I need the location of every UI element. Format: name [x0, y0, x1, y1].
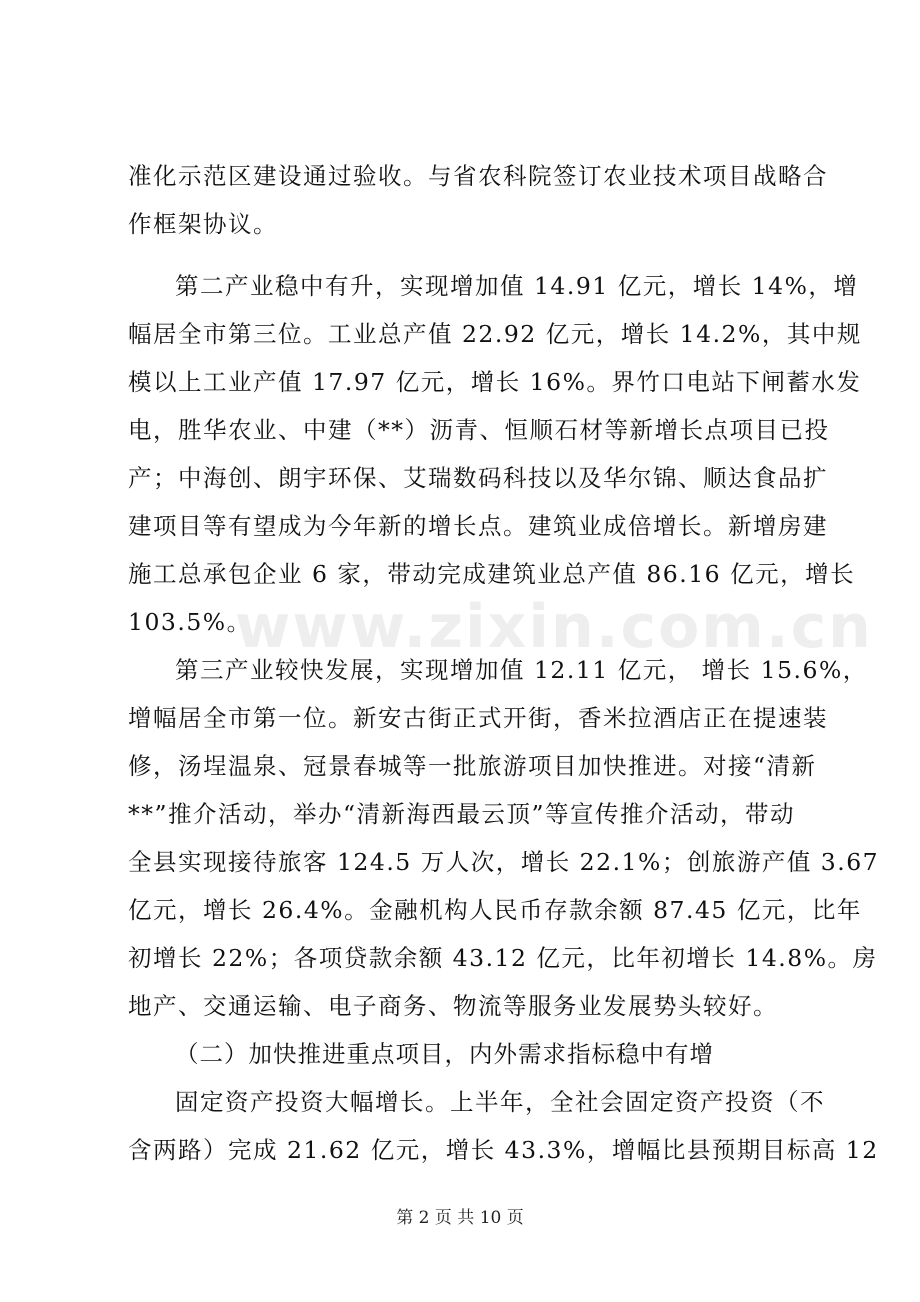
text-line: **”推介活动，举办“清新海西最云顶”等宣传推介活动，带动 — [128, 800, 796, 828]
text-line: 作框架协议。 — [128, 210, 278, 238]
text-line: 幅居全市第三位。工业总产值 22.92 亿元，增长 14.2%，其中规 — [128, 320, 862, 348]
text-line: 准化示范区建设通过验收。与省农科院签订农业技术项目战略合 — [128, 162, 828, 190]
paragraph-start-line: 固定资产投资大幅增长。上半年，全社会固定资产投资（不 — [175, 1088, 825, 1116]
text-line: 模以上工业产值 17.97 亿元，增长 16%。界竹口电站下闸蓄水发 — [128, 368, 862, 396]
text-line: 施工总承包企业 6 家，带动完成建筑业总产值 86.16 亿元，增长 — [128, 560, 856, 588]
watermark: www.zixin.com.cn — [235, 592, 873, 662]
section-heading: （二）加快推进重点项目，内外需求指标稳中有增 — [175, 1040, 714, 1068]
text-line: 103.5%。 — [128, 608, 252, 636]
text-line: 电，胜华农业、中建（**）沥青、恒顺石材等新增长点项目已投 — [128, 416, 830, 444]
text-line: 初增长 22%；各项贷款余额 43.12 亿元，比年初增长 14.8%。房 — [128, 944, 878, 972]
text-line: 地产、交通运输、电子商务、物流等服务业发展势头较好。 — [128, 992, 778, 1020]
text-line: 建项目等有望成为今年新的增长点。建筑业成倍增长。新增房建 — [128, 512, 828, 540]
text-line: 亿元，增长 26.4%。金融机构人民币存款余额 87.45 亿元，比年 — [128, 896, 862, 924]
text-line: 产；中海创、朗宇环保、艾瑞数码科技以及华尔锦、顺达食品扩 — [128, 464, 828, 492]
text-line: 修，汤埕温泉、冠景春城等一批旅游项目加快推进。对接“清新 — [128, 752, 817, 780]
text-line: 含两路）完成 21.62 亿元，增长 43.3%，增幅比县预期目标高 12 — [128, 1136, 879, 1164]
page-footer: 第 2 页 共 10 页 — [396, 1208, 524, 1228]
text-line: 全县实现接待旅客 124.5 万人次，增长 22.1%；创旅游产值 3.67 — [128, 848, 880, 876]
paragraph-start-line: 第二产业稳中有升，实现增加值 14.91 亿元，增长 14%，增 — [175, 272, 859, 300]
paragraph-start-line: 第三产业较快发展，实现增加值 12.11 亿元， 增长 15.6%， — [175, 656, 868, 684]
text-line: 增幅居全市第一位。新安古街正式开街，香米拉酒店正在提速装 — [128, 704, 828, 732]
